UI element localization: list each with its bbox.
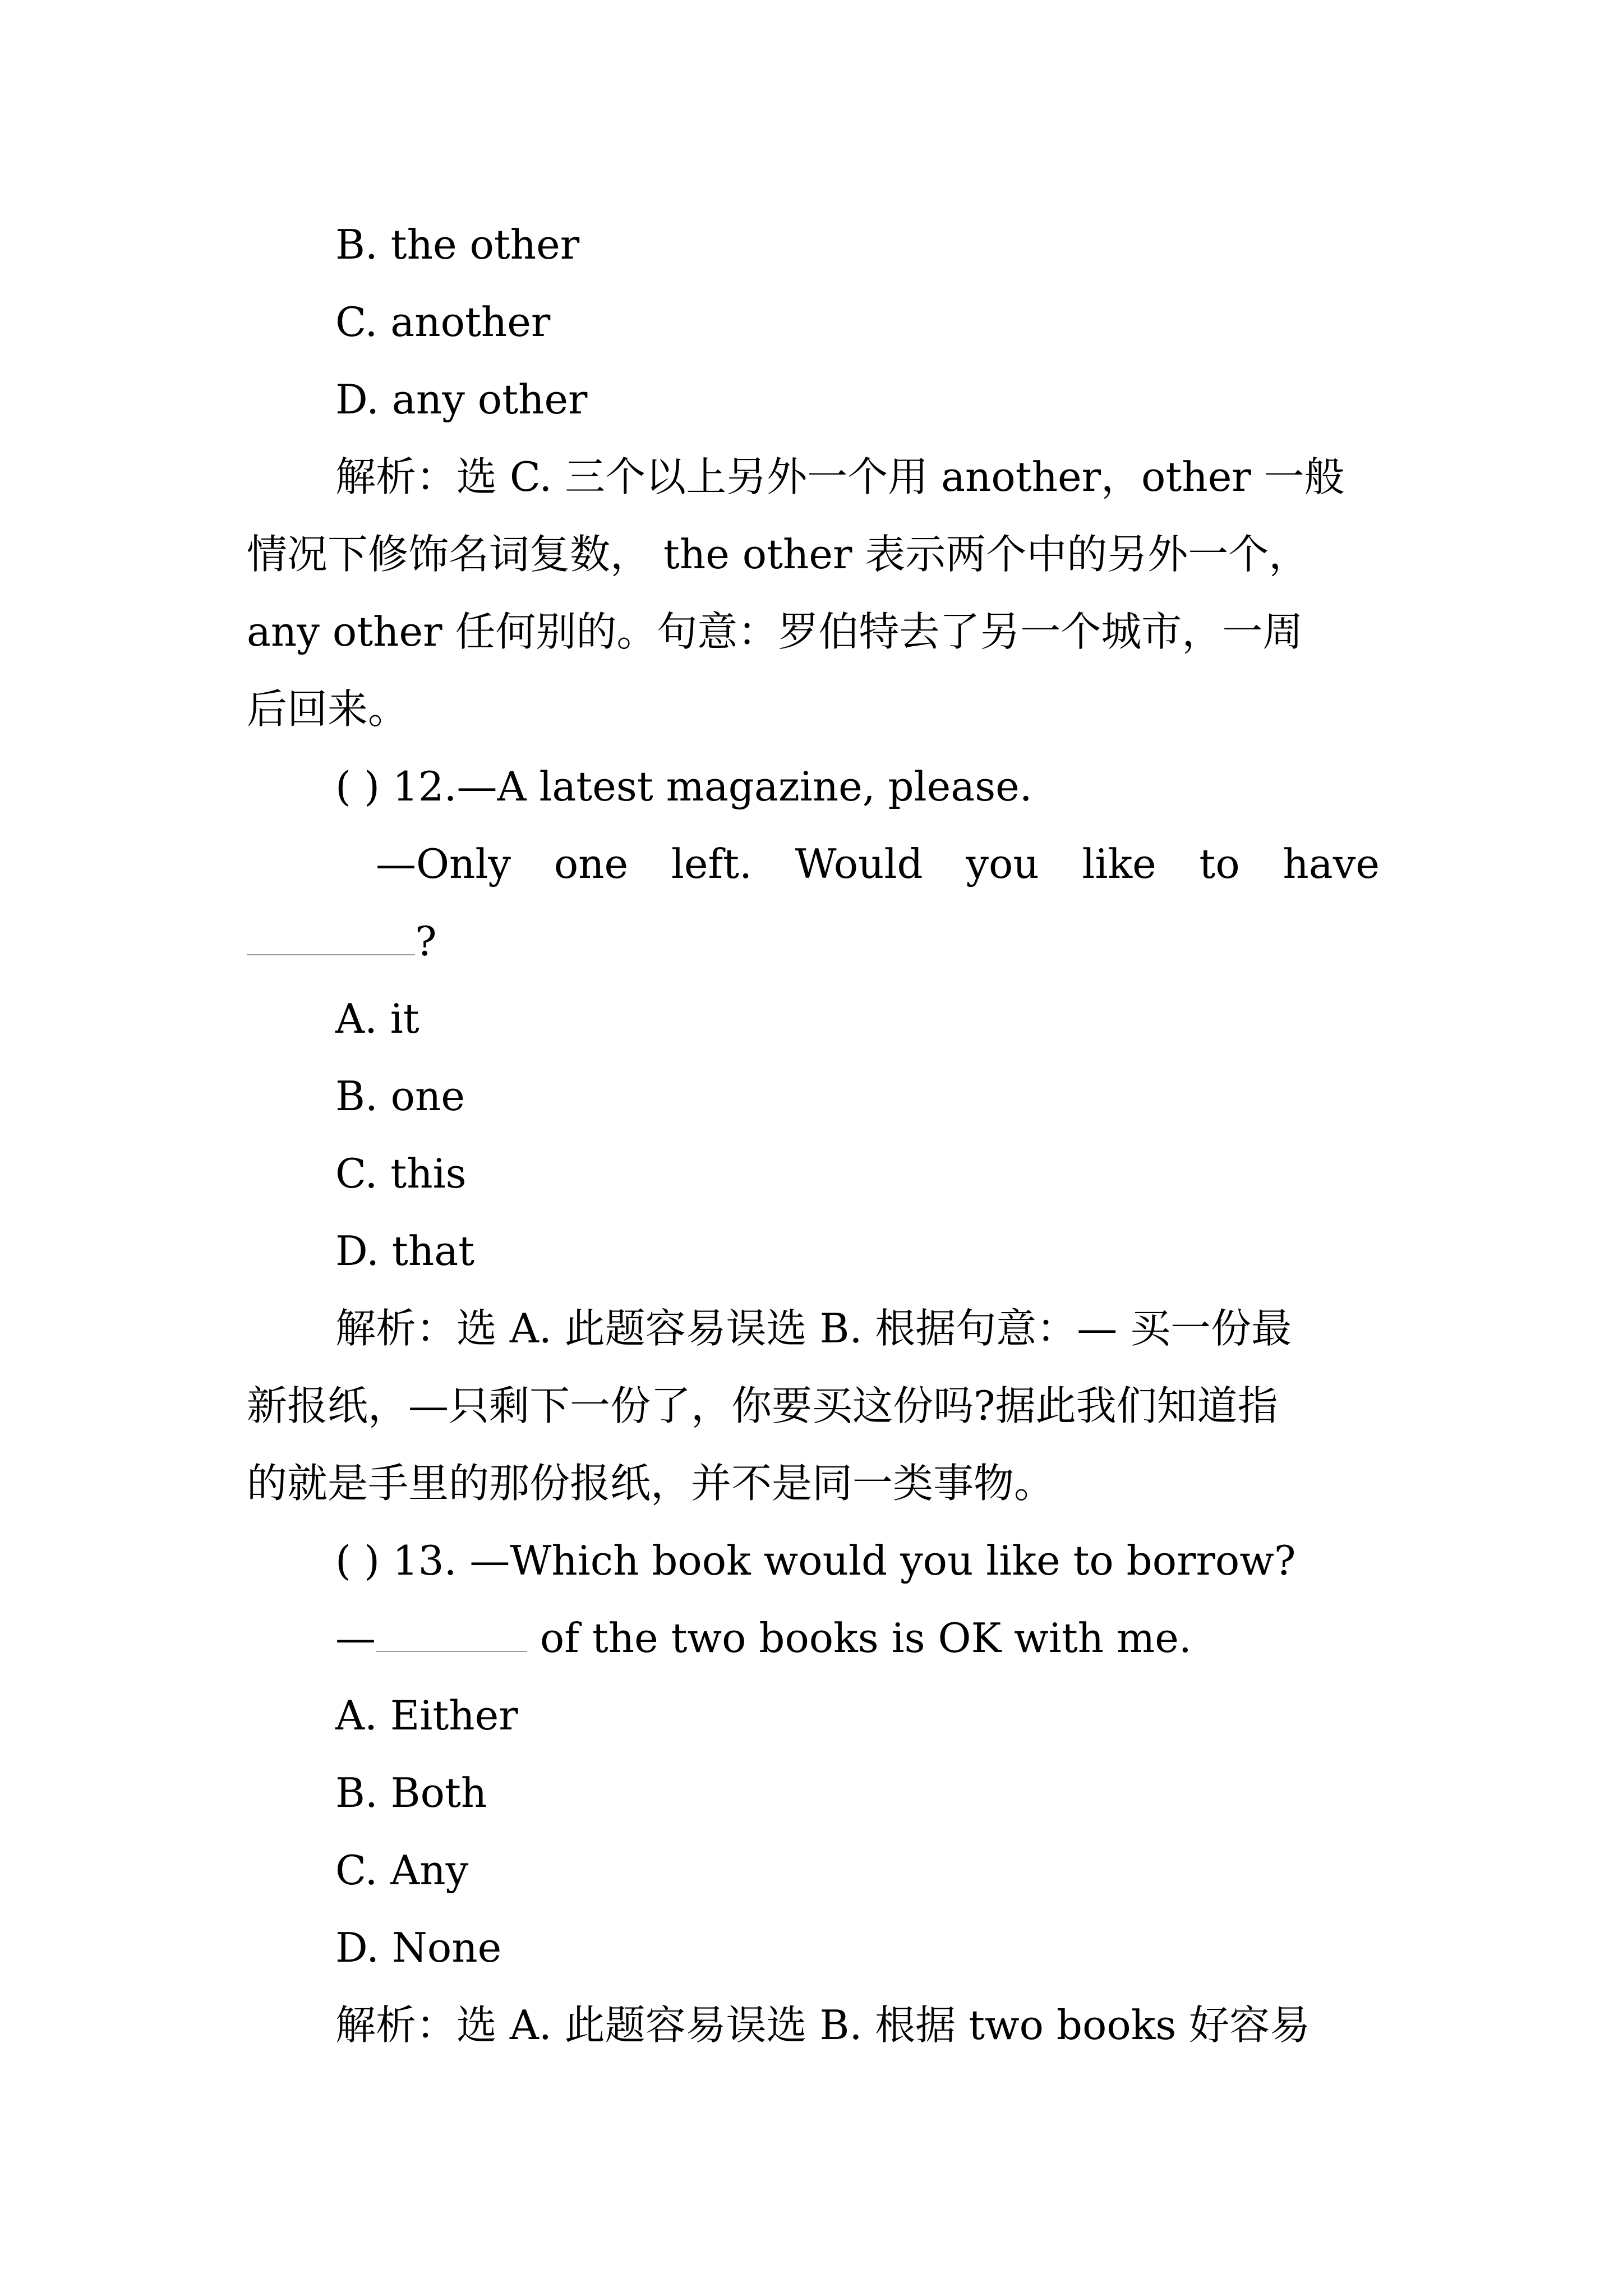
answer-blank — [376, 1612, 527, 1652]
q13-reply-text: of the two books is OK with me. — [527, 1614, 1192, 1662]
q12-reply-word: have — [1283, 840, 1380, 887]
q11-option-b: B. the other — [335, 221, 580, 268]
q12-analysis-line-1: 解析：选 A. 此题容易误选 B. 根据句意：— 买一份最 — [335, 1305, 1292, 1352]
q11-option-d: D. any other — [335, 376, 588, 423]
q12-reply-word: —Only — [376, 840, 511, 887]
q12-question-mark: ? — [415, 918, 437, 965]
q12-option-b: B. one — [335, 1073, 465, 1120]
q12-answer-line — [247, 913, 437, 969]
q13-option-b: B. Both — [335, 1769, 487, 1816]
q12-reply-word: like — [1082, 840, 1156, 887]
answer-blank — [247, 915, 415, 955]
q12-reply-word: left. — [671, 840, 752, 887]
q13-option-c: C. Any — [335, 1847, 469, 1894]
q12-reply-word: one — [554, 840, 629, 887]
q12-stem: ( ) 12.—A latest magazine, please. — [335, 763, 1032, 810]
q12-option-c: C. this — [335, 1150, 467, 1197]
q12-reply — [376, 836, 1380, 892]
q13-reply-dash: — — [335, 1614, 376, 1662]
q11-analysis-line-1: 解析：选 C. 三个以上另外一个用 another，other 一般 — [335, 453, 1345, 500]
q13-stem: ( ) 13. —Which book would you like to borrow? — [335, 1537, 1296, 1584]
q12-analysis-line-2: 新报纸，—只剩下一份了，你要买这份吗?据此我们知道指 — [247, 1382, 1278, 1429]
q13-reply — [335, 1610, 1192, 1666]
q12-reply-word: Would — [795, 840, 923, 887]
q12-option-d: D. that — [335, 1227, 475, 1274]
q13-option-d: D. None — [335, 1924, 502, 1971]
q12-option-a: A. it — [335, 995, 419, 1042]
q11-analysis-line-4: 后回来。 — [247, 685, 409, 733]
q13-option-a: A. Either — [335, 1692, 518, 1739]
q12-reply-word: you — [966, 840, 1039, 887]
q11-analysis-line-2: 情况下修饰名词复数， the other 表示两个中的另外一个， — [247, 531, 1310, 578]
q11-analysis-line-3: any other 任何别的。句意：罗伯特去了另一个城市，一周 — [247, 608, 1303, 655]
q11-option-c: C. another — [335, 298, 551, 346]
q12-analysis-line-3: 的就是手里的那份报纸，并不是同一类事物。 — [247, 1460, 1055, 1507]
q13-analysis-line-1: 解析：选 A. 此题容易误选 B. 根据 two books 好容易 — [335, 2001, 1311, 2049]
q12-reply-word: to — [1199, 840, 1240, 887]
